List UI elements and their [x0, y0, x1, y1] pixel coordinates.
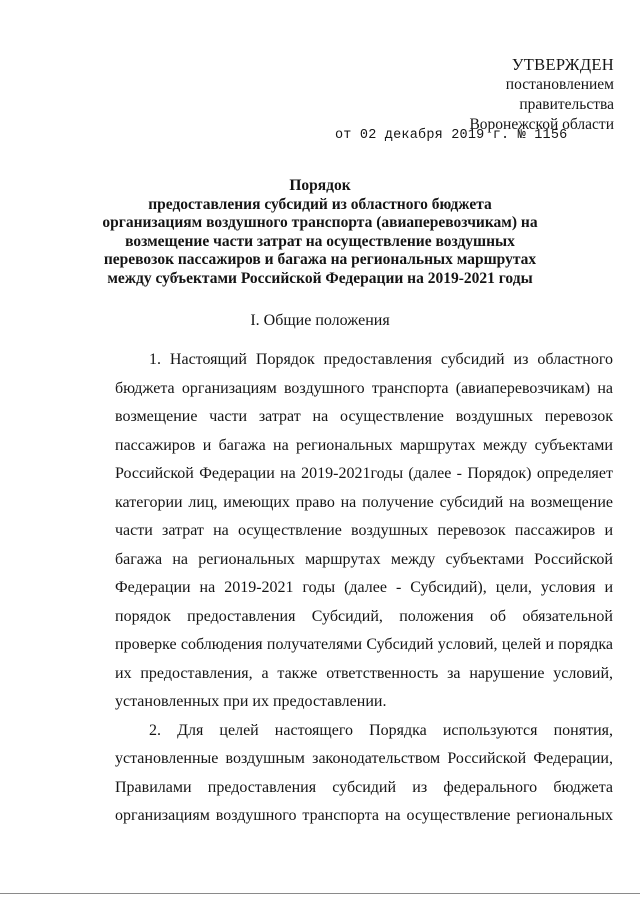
approval-line-1: постановлением	[505, 76, 614, 93]
section-heading: I. Общие положения	[250, 312, 390, 329]
document-body	[115, 346, 613, 831]
page-bottom-rule	[0, 893, 640, 894]
approval-line-3: Воронежской области	[469, 116, 614, 133]
approval-line-2: правительства	[519, 96, 614, 113]
decree-date-number: от 02 декабря 2019 г. № 1156	[335, 128, 568, 143]
title-heading: Порядок	[289, 177, 351, 194]
approval-stamp	[469, 55, 614, 135]
document-title	[100, 177, 540, 289]
approved-label: УТВЕРЖДЕН	[511, 55, 614, 74]
title-text: предоставления субсидий из областного бюджета организациям воздушного транспорта (авиаперевозчикам) на возмещение части затрат на осуществление воздушных перевозок пассажиров и багажа на региональных маршрутах между субъектами Российской Федерации на 2019-2021 годы	[102, 195, 538, 287]
paragraph-1: 1. Настоящий Порядок предоставления субсидий из областного бюджета организациям воздушного транспорта (авиаперевозчикам) на возмещение части затрат на осуществление воздушных перевозок пассажиров и багажа на региональных маршрутах между субъектами Российской Федерации на 2019-2021годы (далее - Порядок) определяет категории лиц, имеющих право на получение субсидий на возмещение части затрат на осуществление воздушных перевозок пассажиров и багажа на региональных маршрутах между субъектами Российской Федерации на 2019-2021 годы (далее - Субсидий), цели, условия и порядок предоставления Субсидий, положения об обязательной проверке соблюдения получателями Субсидий условий, целей и порядка их предоставления, а также ответственность за нарушение условий, установленных при их предоставлении.	[115, 351, 613, 710]
paragraph-2: 2. Для целей настоящего Порядка используются понятия, установленные воздушным законодательством Российской Федерации, Правилами предоставления субсидий из федерального бюджета организациям воздушного транспорта на осуществление региональных	[115, 721, 613, 824]
